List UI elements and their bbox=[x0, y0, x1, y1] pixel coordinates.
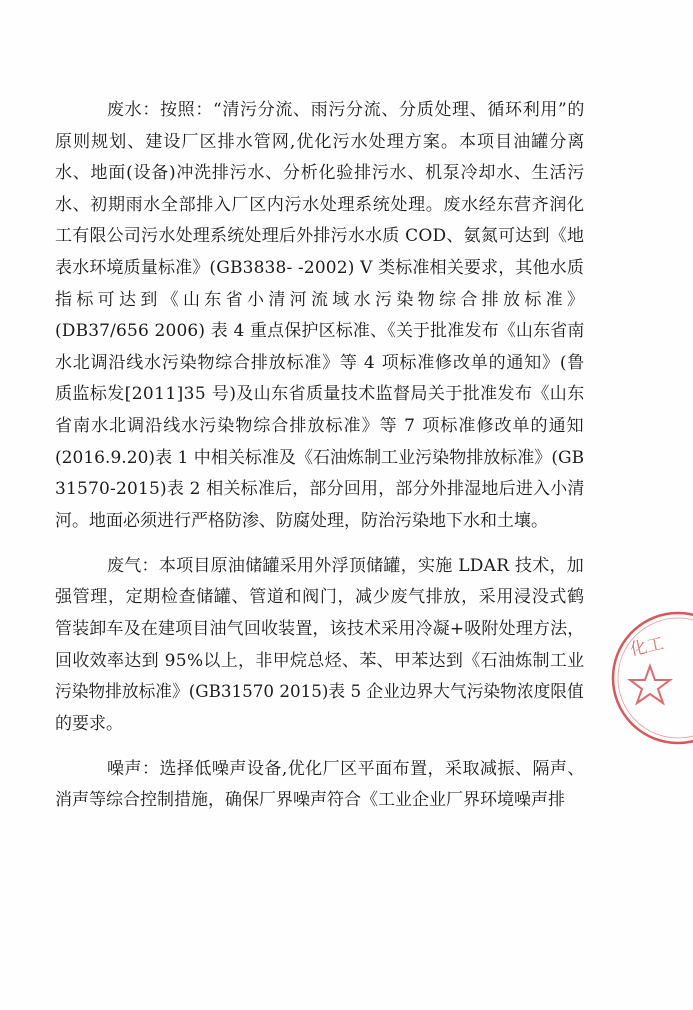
wastewater-paragraph-line: 省南水北调沿线水污染物综合排放标准》等 7 项标准修改单的通知 bbox=[55, 416, 585, 436]
noise-paragraph-line: 消声等综合控制措施，确保厂界噪声符合《工业企业厂界环境噪声排 bbox=[55, 790, 565, 810]
noise-paragraph-line: 噪声：选择低噪声设备,优化厂区平面布置，采取减振、隔声、 bbox=[107, 759, 585, 779]
seal-star-icon bbox=[630, 666, 670, 703]
wastewater-paragraph-line: 指标可达到《山东省小清河流域水污染物综合排放标准》 bbox=[55, 290, 589, 310]
exhaust-gas-paragraph-line: 管装卸车及在建项目油气回收装置，该技术采用冷凝+吸附处理方法， bbox=[55, 619, 585, 639]
wastewater-paragraph-line: 水、初期雨水全部排入厂区内污水处理系统处理。废水经东营齐润化 bbox=[55, 195, 585, 215]
exhaust-gas-paragraph-line: 强管理，定期检查储罐、管道和阀门，减少废气排放，采用浸没式鹤 bbox=[55, 587, 585, 607]
wastewater-paragraph-line: 水、地面(设备)冲洗排污水、分析化验排污水、机泵冷却水、生活污 bbox=[55, 163, 586, 183]
wastewater-paragraph-line: 水北调沿线水污染物综合排放标准》等 4 项标准修改单的通知》(鲁 bbox=[55, 353, 586, 373]
exhaust-gas-paragraph-line: 回收效率达到 95%以上，非甲烷总烃、苯、甲苯达到《石油炼制工业 bbox=[55, 651, 585, 671]
wastewater-paragraph-line: 河。地面必须进行严格防渗、防腐处理，防治污染地下水和土壤。 bbox=[55, 511, 548, 531]
wastewater-paragraph-line: 质监标发[2011]35 号)及山东省质量技术监督局关于批准发布《山东 bbox=[55, 384, 585, 404]
company-seal-stamp bbox=[608, 608, 693, 748]
exhaust-gas-paragraph-line: 的要求。 bbox=[55, 714, 123, 734]
svg-text:化工: 化工 bbox=[628, 633, 666, 661]
wastewater-paragraph-line: 工有限公司污水处理系统处理后外排污水水质 COD、氨氮可达到《地 bbox=[55, 226, 585, 246]
wastewater-paragraph-line: (DB37/656 2006) 表 4 重点保护区标准、《关于批准发布《山东省南 bbox=[55, 321, 585, 341]
exhaust-gas-paragraph-line: 污染物排放标准》(GB31570 2015)表 5 企业边界大气污染物浓度限值 bbox=[55, 682, 584, 702]
wastewater-paragraph-line: (2016.9.20)表 1 中相关标准及《石油炼制工业污染物排放标准》(GB bbox=[55, 448, 585, 468]
wastewater-paragraph-line: 废水：按照：“清污分流、雨污分流、分质处理、循环利用”的 bbox=[107, 100, 586, 120]
wastewater-paragraph-line: 31570-2015)表 2 相关标准后，部分回用，部分外排湿地后进入小清 bbox=[55, 479, 585, 499]
wastewater-paragraph-line: 原则规划、建设厂区排水管网,优化污水处理方案。本项目油罐分离 bbox=[55, 132, 586, 152]
wastewater-paragraph-line: 表水环境质量标准》(GB3838- -2002) V 类标准相关要求，其他水质 bbox=[55, 258, 584, 278]
exhaust-gas-paragraph-line: 废气：本项目原油储罐采用外浮顶储罐，实施 LDAR 技术，加 bbox=[107, 556, 585, 576]
